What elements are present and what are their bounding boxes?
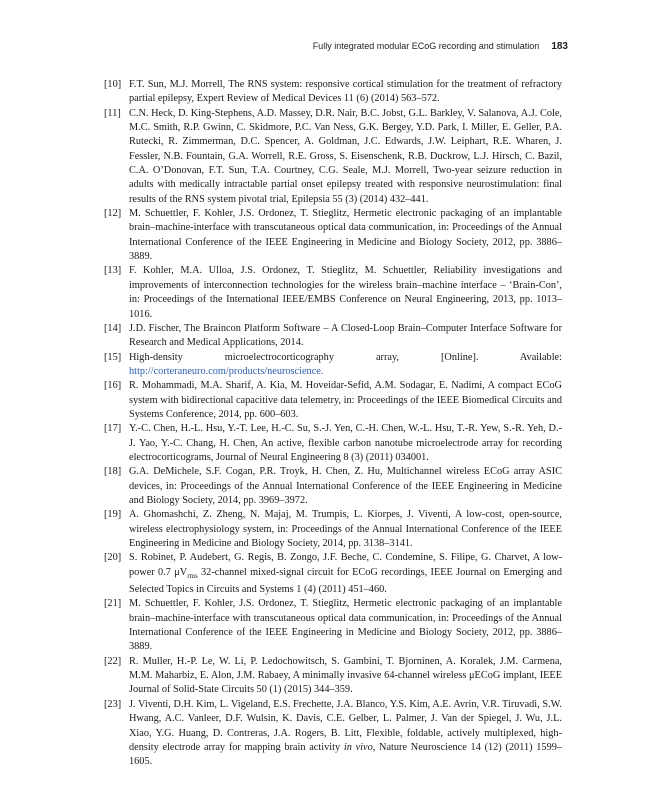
- page-number: 183: [551, 41, 568, 52]
- reference-text: J.D. Fischer, The Braincon Platform Software – A Closed-Loop Brain–Computer Interface Software for Research and Medical Applications, 2014.: [129, 322, 562, 349]
- reference-item: [104, 207, 562, 264]
- reference-number: [23]: [104, 698, 122, 710]
- reference-item: [104, 322, 562, 351]
- reference-text: M. Schuettler, F. Kohler, J.S. Ordonez, T. Stieglitz, Hermetic electronic packaging of an implantable brain–machine-interface with transcutaneous optical data communication, in: Proceedings of the Annual International Conference of the IEEE Engineering in Medicine and Biology Society, 2012, pp. 3886–3889.: [129, 598, 562, 653]
- reference-number: [17]: [104, 423, 122, 435]
- reference-item: [104, 107, 562, 207]
- reference-number: [20]: [104, 552, 122, 564]
- reference-number: [22]: [104, 655, 122, 667]
- reference-item: [104, 422, 562, 465]
- reference-number: [19]: [104, 509, 122, 521]
- reference-text: F. Kohler, M.A. Ulloa, J.S. Ordonez, T. Stieglitz, M. Schuettler, Reliability investigations and improvements of interconnection technologies for the wireless brain–machine interface – ‘Brain-Con’, in: Proceedings of the International IEEE/EMBS Conference on Neural Engineering, 2013, pp. 1013–1016.: [129, 265, 562, 320]
- reference-text: C.N. Heck, D. King-Stephens, A.D. Massey, D.R. Nair, B.C. Jobst, G.L. Barkley, V. Salanova, A.J. Cole, M.C. Smith, R.P. Gwinn, C. Skidmore, P.C. Van Ness, G.K. Bergey, Y.D. Park, I. Miller, E. Geller, P.A. Rutecki, R. Zimmerman, D.C. Spencer, A. Goldman, J.C. Edwards, J.W. Leiphart, R.E. Wharen, J. Fessler, N.B. Fountain, G.A. Worrell, R.E. Gross, S. Eisenschenk, R.B. Duckrow, L.J. Hirsch, C. Bazil, C.A. O’Donovan, F.T. Sun, T.A. Courtney, C.G. Seale, M.J. Morrell, Two-year seizure reduction in adults with medically intractable partial onset epilepsy treated with responsive neurostimulation: final results of the RNS system pivotal trial, Epilepsia 55 (3) (2014) 432–441.: [129, 107, 562, 205]
- reference-number: [10]: [104, 79, 122, 90]
- reference-text: Y.-C. Chen, H.-L. Hsu, Y.-T. Lee, H.-C. Su, S.-J. Yen, C.-H. Chen, W.-L. Hsu, T.-R. Yew, S.-R. Yeh, D.-J. Yao, Y.-C. Chang, H. Chen, An active, flexible carbon nanotube microelectrode array for recording electrocorticograms, Journal of Neural Engineering 8 (3) (2011) 034001.: [129, 423, 562, 463]
- reference-item: [104, 698, 562, 770]
- reference-item: [104, 465, 562, 508]
- reference-item: [104, 551, 562, 597]
- running-header: [0, 41, 568, 52]
- reference-text: R. Mohammadi, M.A. Sharif, A. Kia, M. Hoveidar-Sefid, A.M. Sodagar, E. Nadimi, A compact ECoG system with bidirectional capacitive data telemetry, in: Proceedings of the IEEE Biomedical Circuits and Systems Conference, 2014, pp. 600–603.: [129, 380, 562, 420]
- reference-item: [104, 379, 562, 422]
- reference-text: High-density microelectrocorticography array, [Online]. Available:: [129, 351, 562, 363]
- reference-number: [18]: [104, 466, 122, 478]
- reference-text-part: 32-channel mixed-signal circuit for ECoG recordings, IEEE Journal on Emerging and Selected Topics in Circuits and Systems 1 (4) (2011) 451–460.: [129, 566, 562, 596]
- reference-text-part: S. Robinet, P. Audebert, G. Regis, B. Zongo, J.F. Beche, C. Condemine, S. Filipe, G. Charvet, A low-power 0.7 μV: [129, 552, 562, 578]
- reference-number: [11]: [104, 107, 121, 119]
- reference-item: [104, 351, 562, 380]
- reference-number: [12]: [104, 208, 122, 220]
- reference-item: [104, 264, 562, 321]
- reference-item: [104, 655, 562, 698]
- reference-number: [16]: [104, 380, 122, 392]
- reference-italic: in vivo: [343, 741, 373, 753]
- reference-number: [13]: [104, 265, 122, 277]
- reference-text-part: J. Viventi, D.H. Kim, L. Vigeland, E.S. Frechette, J.A. Blanco, Y.S. Kim, A.E. Avrin, V.R. Tiruvadi, S.W. Hwang, A.C. Vanleer, D.F. Wulsin, K. Davis, C.E. Gelber, L. Palmer, J. Van der Spiegel, J. Wu, J.L. Xiao, Y.G. Huang, D. Contreras, J.A. Rogers, B. Litt, Flexible, foldable, actively multiplexed, high-density electrode array for mapping brain activity: [129, 698, 562, 753]
- reference-item: [104, 597, 562, 654]
- reference-number: [14]: [104, 322, 122, 334]
- reference-item: [104, 78, 562, 107]
- running-title: Fully integrated modular ECoG recording and stimulation: [312, 41, 540, 51]
- reference-text: M. Schuettler, F. Kohler, J.S. Ordonez, T. Stieglitz, Hermetic electronic packaging of an implantable brain–machine-interface with transcutaneous optical data communication, in: Proceedings of the Annual International Conference of the IEEE Engineering in Medicine and Biology Society, 2012, pp. 3886–3889.: [129, 208, 562, 263]
- reference-list: [104, 78, 562, 770]
- reference-number: [15]: [104, 351, 122, 363]
- reference-text: G.A. DeMichele, S.F. Cogan, P.R. Troyk, H. Chen, Z. Hu, Multichannel wireless ECoG array ASIC devices, in: Proceedings of the Annual International Conference of the IEEE Engineering in Medicine and Biology Society, 2014, pp. 3969–3972.: [129, 466, 562, 506]
- reference-text: F.T. Sun, M.J. Morrell, The RNS system: responsive cortical stimulation for the treatment of refractory partial epilepsy, Expert Review of Medical Devices 11 (6) (2014) 563–572.: [129, 79, 562, 105]
- reference-text-part: , Nature Neuroscience 14 (12) (2011) 1599–1605.: [129, 741, 563, 768]
- reference-link[interactable]: http://corteraneuro.com/products/neuroscience.: [129, 365, 324, 377]
- reference-number: [21]: [104, 598, 122, 610]
- reference-text: R. Muller, H.-P. Le, W. Li, P. Ledochowitsch, S. Gambini, T. Bjorninen, A. Koralek, J.M. Carmena, M.M. Maharbiz, E. Alon, J.M. Rabaey, A minimally invasive 64-channel wireless μECoG implant, IEEE Journal of Solid-State Circuits 50 (1) (2015) 344–359.: [129, 655, 562, 696]
- reference-text: A. Ghomashchi, Z. Zheng, N. Majaj, M. Trumpis, L. Kiorpes, J. Viventi, A low-cost, open-source, wireless electrophysiology system, in: Proceedings of the Annual International Conference of the IEEE Engineering in Medicine and Biology Society, 2014, pp. 3138–3141.: [129, 509, 562, 549]
- reference-item: [104, 508, 562, 551]
- reference-subscript: rms: [187, 571, 198, 580]
